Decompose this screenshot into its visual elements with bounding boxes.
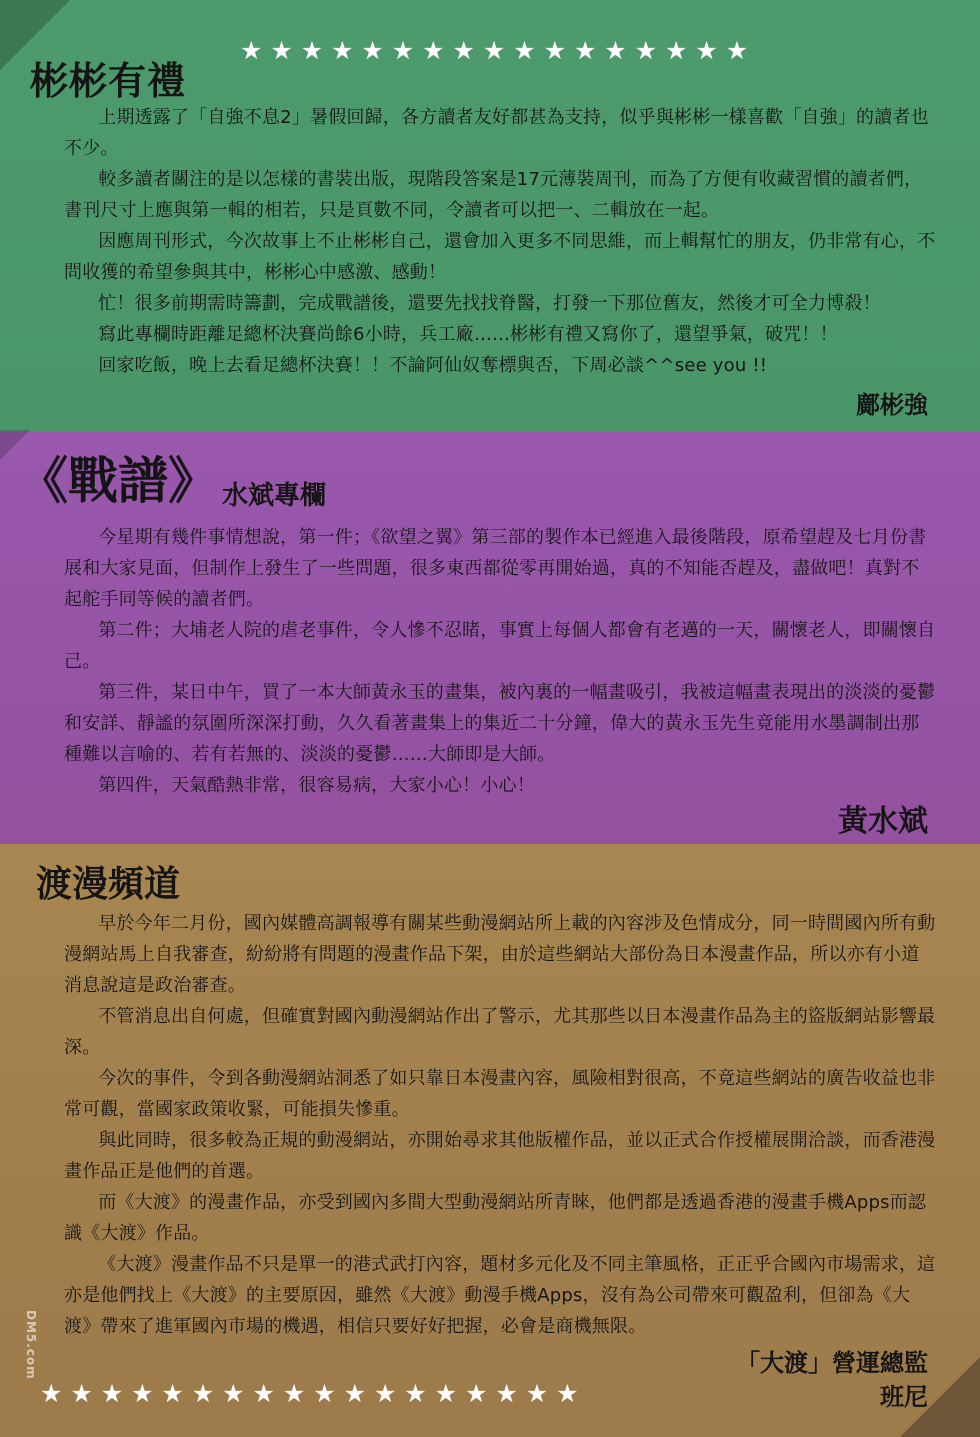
star-row-top: ★ ★ ★ ★ ★ ★ ★ ★ ★ ★ ★ ★ ★ ★ ★ ★ ★ <box>240 36 749 65</box>
section-subtitle: 水斌專欄 <box>222 481 327 511</box>
paragraph: 今次的事件，令到各動漫網站洞悉了如只靠日本漫畫內容，風險相對很高，不竟這些網站的廣告收益也非常可觀，當國家政策收緊，可能損失慘重。 <box>64 1068 936 1120</box>
paragraph: 《大渡》漫畫作品不只是單一的港式武打內容，題材多元化及不同主筆風格，正正乎合國內市場需求，這亦是他們找上《大渡》的主要原因，雖然《大渡》動漫手機Apps，沒有為公司帶來可觀盈利，但卻為《大渡》帶來了進軍國內市場的機遇，相信只要好好把握，必會是商機無限。 <box>64 1254 936 1337</box>
paragraph: 與此同時，很多較為正規的動漫網站，亦開始尋求其他版權作品，並以正式合作授權展開洽談，而香港漫畫作品正是他們的首選。 <box>64 1130 936 1182</box>
paragraph: 因應周刊形式，今次故事上不止彬彬自己，還會加入更多不同思維，而上輯幫忙的朋友，仍非常有心，不問收獲的希望參與其中，彬彬心中感激、感動！ <box>64 231 936 283</box>
author-signature-shuibin: 黃水斌 <box>838 804 928 839</box>
section-title-duman: 渡漫頻道 <box>36 863 181 905</box>
paragraph: 較多讀者關注的是以怎樣的書裝出版，現階段答案是17元薄裝周刊，而為了方便有收藏習慣的讀者們，書刊尺寸上應與第一輯的相若，只是頁數不同，令讀者可以把一、二輯放在一起。 <box>64 169 923 221</box>
star-row-bottom: ★ ★ ★ ★ ★ ★ ★ ★ ★ ★ ★ ★ ★ ★ ★ ★ ★ ★ <box>40 1379 579 1408</box>
paragraph: 早於今年二月份，國內媒體高調報導有關某些動漫網站所上載的內容涉及色情成分，同一時間國內所有動漫網站馬上自我審查，紛紛將有問題的漫畫作品下架，由於這些網站大部份為日本漫畫作品，所以亦有小道消息說這是政治審查。 <box>64 913 936 996</box>
signature-name: 班尼 <box>880 1382 928 1411</box>
paragraph: 忙！很多前期需時籌劃，完成戰譜後，還要先找找脊醫，打發一下那位舊友，然後才可全力博殺！ <box>98 293 881 314</box>
author-signature-binbin: 鄺彬強 <box>856 390 928 419</box>
paragraph: 第三件，某日中午，買了一本大師黃永玉的畫集，被內裏的一幅畫吸引，我被這幅畫表現出的淡淡的憂鬱和安詳、靜謐的氛圍所深深打動，久久看著畫集上的集近二十分鐘，偉大的黃永玉先生竟能用水墨調制出那種難以言喻的、若有若無的、淡淡的憂鬱……大師即是大師。 <box>64 682 936 765</box>
section-body-binbin <box>64 102 936 381</box>
signature-title: 「大渡」營運總監 <box>736 1348 928 1377</box>
section-body-duman <box>64 908 936 1342</box>
section-title-zhanpu <box>18 450 326 527</box>
paragraph: 第二件；大埔老人院的虐老事件，令人慘不忍睹，事實上每個人都會有老邁的一天，關懷老人，即關懷自己。 <box>64 620 936 672</box>
paragraph: 不管消息出自何處，但確實對國內動漫網站作出了警示，尤其那些以日本漫畫作品為主的盜版網站影響最深。 <box>64 1006 936 1058</box>
paragraph: 上期透露了「自強不息2」暑假回歸，各方讀者友好都甚為支持，似乎與彬彬一樣喜歡「自強」的讀者也不少。 <box>64 107 929 159</box>
author-signature-duman <box>736 1346 928 1414</box>
section-body-zhanpu <box>64 522 936 801</box>
section-title-main: 《戰譜》 <box>18 451 218 510</box>
paragraph: 寫此專欄時距離足總杯決賽尚餘6小時，兵工廠……彬彬有禮又寫你了，還望爭氣，破咒！！ <box>98 324 838 345</box>
paragraph: 回家吃飯，晚上去看足總杯決賽！！不論阿仙奴奪標與否，下周必談^^see you !! <box>98 355 768 376</box>
paragraph: 今星期有幾件事情想說，第一件；《欲望之翼》第三部的製作本已經進入最後階段，原希望趕及七月份書展和大家見面，但制作上發生了一些問題，很多東西都從零再開始過，真的不知能否趕及，盡做吧！真對不起舵手同等候的讀者們。 <box>64 527 927 610</box>
section-title-binbin: 彬彬有禮 <box>30 58 187 103</box>
paragraph: 第四件，天氣酷熱非常，很容易病，大家小心！小心！ <box>98 775 535 796</box>
site-watermark: DM5.com <box>24 1310 38 1380</box>
paragraph: 而《大渡》的漫畫作品，亦受到國內多間大型動漫網站所青睞，他們都是透過香港的漫畫手機Apps而認識《大渡》作品。 <box>64 1192 927 1244</box>
